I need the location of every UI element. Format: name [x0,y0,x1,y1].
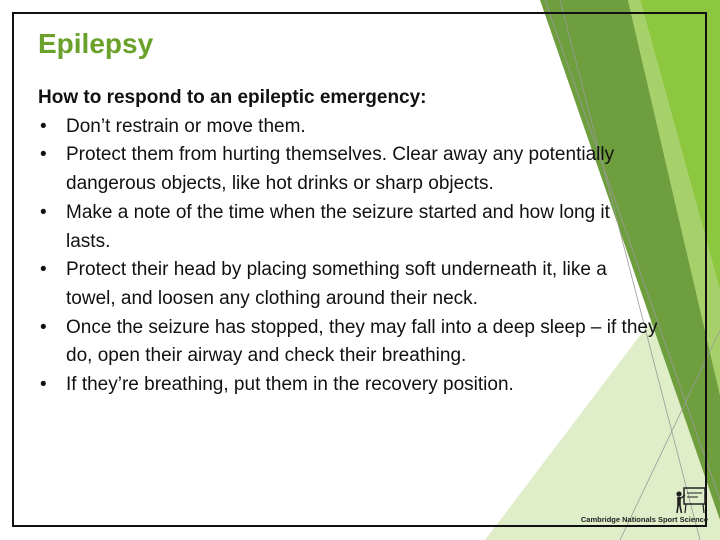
bullet-list [38,113,658,400]
bullet-dot: • [40,374,47,396]
bullet-item [38,256,658,313]
bullet-dot: • [40,259,47,281]
coach-at-whiteboard-icon [674,486,706,514]
bullet-text: Don’t restrain or move them. [66,115,306,137]
bullet-heading: How to respond to an epileptic emergency: [38,87,427,108]
bullet-text: Once the seizure has stopped, they may fall into a deep sleep – if they do, open their airway and check their breathing. [66,316,658,367]
bullet-text: Protect their head by placing something soft underneath it, like a towel, and loosen any clothing around their neck. [66,259,607,309]
bullet-dot: • [40,144,47,166]
bullet-item [38,314,658,371]
bullet-item [38,113,658,142]
bullet-text: Make a note of the time when the seizure started and how long it lasts. [66,201,610,252]
bullet-item [38,199,658,256]
bullet-text: If they’re breathing, put them in the recovery position. [66,374,514,396]
bullet-dot: • [40,115,47,137]
slide-title: Epilepsy [38,28,154,59]
bullet-item [38,141,658,198]
logo-text: Cambridge Nationals Sport Science [580,515,708,524]
bullet-dot: • [40,316,47,338]
bullet-item [38,371,658,400]
slide-body [38,84,658,400]
cambridge-nationals-logo [566,486,708,528]
bullet-text: Protect them from hurting themselves. Clear away any potentially dangerous objects, like hot drinks or sharp objects. [66,144,615,195]
bullet-dot: • [40,201,47,223]
